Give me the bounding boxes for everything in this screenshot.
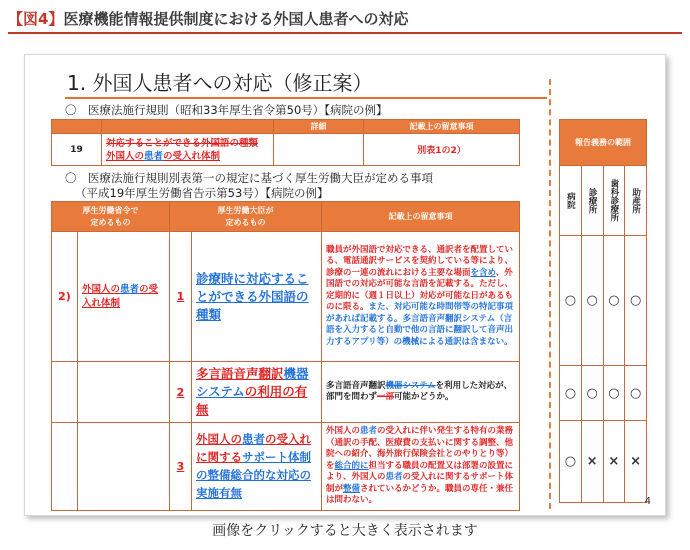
table-row (560, 421, 647, 503)
t2-row1-note-d: また、対応可能な時間帯等の特記事項があれば記載する。多言語音声翻訳システム（言語を入力すると自動で他の言語に翻訳して音声出力するアプリ等）の機械による通訳は含まない。 (326, 302, 514, 347)
t2-row3-item-c: の受入れに関する (196, 432, 311, 465)
t2-row3-item-d: サポート体制 (242, 450, 311, 465)
t2-header-minister: 厚生労働大臣が 定めるもの (170, 202, 322, 232)
click-to-enlarge-caption[interactable]: 画像をクリックすると大きく表示されます (212, 523, 478, 539)
t3-r2-c3: ○ (603, 366, 625, 421)
t2-category-c: の受入れ体制 (82, 283, 159, 309)
t1-row-number: 19 (52, 134, 102, 166)
figure-title (8, 6, 682, 34)
t2-header-ordinance: 厚生労働省令で 定めるもの (52, 202, 170, 232)
t2-row1-item: 診療時に対応することができる外国語の種類 (192, 232, 322, 362)
t2-row3-index: 3 (170, 423, 192, 511)
t2-row3-note-h: 整備 (343, 483, 361, 494)
t1-item-c: の受入れ体制 (163, 150, 221, 162)
t2-row1-note (322, 232, 520, 362)
t3-r2-c2: ○ (581, 366, 603, 421)
t2-row2-note-c: を利用した対応が、部門を問わず (326, 380, 513, 402)
t3-r1-c1: ○ (560, 236, 582, 366)
t2-row2-item-a: 多言語音声翻訳 (196, 366, 284, 381)
t1-header-empty1 (52, 120, 102, 134)
t2-category-a: 外国人の (82, 283, 121, 295)
table-reporting-scope (559, 119, 647, 503)
t1-header-detail: 詳細 (274, 120, 364, 134)
t2-header-notes: 記載上の留意事項 (322, 202, 520, 232)
t2-row3-note-j: 職員の専任・兼任は問わない。 (326, 483, 514, 505)
t2-row3-note-d: 総合的に (334, 460, 369, 471)
t2-category (78, 232, 170, 362)
t2-row2-note-b: 機器システム (385, 380, 436, 391)
table-row (52, 134, 520, 166)
section2-heading-line1: 〇 医療法施行規則別表第一の規定に基づく厚生労働大臣が定める事項 (65, 171, 433, 185)
t3-r1-c2: ○ (581, 236, 603, 366)
section1-heading: 〇 医療法施行規則（昭和33年厚生省令第50号）【病院の例】 (65, 103, 388, 117)
table-ministerial-notice (51, 201, 520, 511)
t2-row3-item-a: 外国人の (196, 432, 242, 447)
t2-row3-note-e: 担当する職員の配置又は部署の設置により、外国人の (326, 460, 514, 482)
t2-row3-item-e: の整備総合的な対応の実施有無 (196, 468, 311, 501)
figure-title-bracket: 【図4】 (8, 10, 64, 28)
t2-row2-index: 2 (170, 362, 192, 423)
t3-r3-c1: ○ (560, 421, 582, 503)
t2-row2-empty2 (78, 362, 170, 423)
t3-r1-c4: ○ (625, 236, 647, 366)
t3-r2-c4: ○ (625, 366, 647, 421)
t2-row2-empty1 (52, 362, 78, 423)
t3-r3-c3: × (603, 421, 625, 503)
table-row (52, 423, 520, 511)
table-ordinance (51, 119, 520, 166)
t2-row2-note-a: 多言語音声翻訳 (326, 380, 386, 391)
t3-r3-c4: × (625, 421, 647, 503)
t1-item-struck: 対応することができる外国語の種類 (106, 137, 259, 149)
t2-row2-note (322, 362, 520, 423)
t1-row-note: 別表1の2） (364, 134, 520, 166)
t2-row1-note-c: 、外国語での対応が可能な言語を記載する。ただし、定期的に（週１日以上）対応が可能な日があるものに限る。 (326, 267, 514, 313)
t1-item-b: 患者 (144, 150, 164, 162)
t1-header-notes: 記載上の留意事項 (364, 120, 520, 134)
t2-row3-note-b: 患者 (360, 426, 378, 436)
t2-category-b: 患者 (120, 283, 140, 295)
t2-row3-note-c: の受入れに伴い発生する特有の業務（通訳の手配、医療費の支払いに関する調整、他院への紹介、海外旅行保険会社とのやりとり等）を (326, 426, 514, 471)
slide-image[interactable] (24, 54, 666, 516)
t2-row3-note-i: されているかどうか。 (360, 483, 446, 494)
t2-row2-item (192, 362, 322, 423)
t1-header-empty2 (102, 120, 274, 134)
t2-row1-note-a: 職員が外国語で対応できる、通訳者を配置している、電話通訳サービスを契約している等により、診療の一連の流れにおける主要な場面 (326, 244, 514, 278)
table-row (560, 366, 647, 421)
t3-col-midwife: 助産所 (625, 166, 647, 236)
figure-title-text: 医療機能情報提供制度における外国人患者への対応 (63, 10, 409, 28)
t1-row-detail (274, 134, 364, 166)
t2-row3-item-b: 患者 (242, 432, 265, 447)
t3-col-clinic: 診療所 (581, 166, 603, 236)
t3-r3-c2: × (581, 421, 603, 503)
section2-heading-line2: （平成19年厚生労働省告示第53号）【病院の例】 (75, 186, 329, 200)
t3-header: 報告義務の範囲 (560, 120, 647, 166)
slide-title: 1. 外国人患者への対応（修正案） (67, 71, 373, 95)
t2-row2-item-b: 機器システム (196, 366, 309, 399)
table-row (52, 362, 520, 423)
table-row (52, 232, 520, 362)
divider-dashed (549, 79, 551, 509)
t1-row-item (102, 134, 274, 166)
t2-row3-note-g: の受入れに関するサポート体制が (326, 472, 514, 494)
t2-row1-index: 1 (170, 232, 192, 362)
t2-row3-item (192, 423, 322, 511)
t2-row3-empty1 (52, 423, 78, 511)
t2-row3-note (322, 423, 520, 511)
t2-row3-note-f: 患者 (385, 472, 403, 482)
t2-row1-note-b: を含め (470, 267, 496, 278)
table-row (560, 236, 647, 366)
t2-row2-note-d: 一部 (377, 392, 395, 402)
page-number: 4 (644, 496, 651, 507)
t2-row3-note-a: 外国人の (326, 426, 361, 436)
t2-row2-note-e: 可能かどうか。 (394, 392, 454, 402)
t2-row2-item-c: の利用の有無 (196, 384, 308, 417)
t2-row3-empty2 (78, 423, 170, 511)
title-underline (65, 97, 547, 99)
t3-col-dental: 歯科診療所 (603, 166, 625, 236)
t3-r2-c1: ○ (560, 366, 582, 421)
t2-category-number: 2) (52, 232, 78, 362)
t3-r1-c3: ○ (603, 236, 625, 366)
t1-item-a: 外国人の (106, 150, 145, 162)
t3-col-hospital: 病院 (560, 166, 582, 236)
